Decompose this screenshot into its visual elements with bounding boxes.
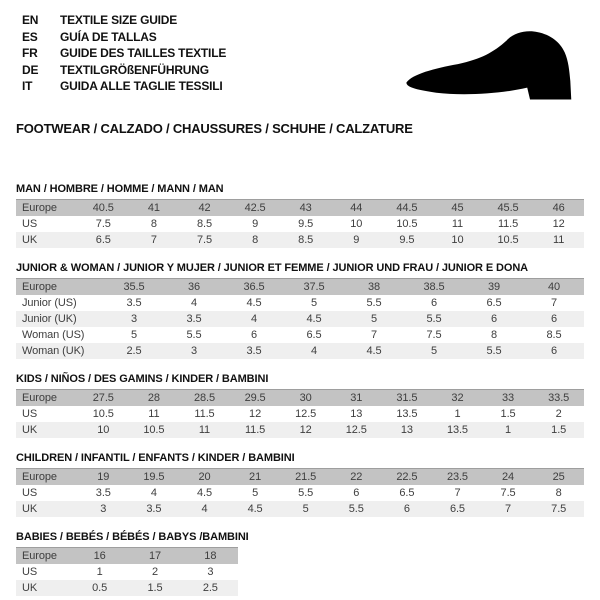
- size-cell: 46: [552, 202, 565, 214]
- size-cell: 10.5: [143, 424, 165, 436]
- size-cell: 23.5: [446, 471, 468, 483]
- size-cell: 1.5: [500, 408, 516, 420]
- size-cell: 38: [367, 281, 381, 293]
- size-header-row: [16, 548, 238, 565]
- language-code: DE: [22, 62, 39, 77]
- row-label: UK: [22, 582, 38, 594]
- size-cell: 6: [353, 487, 360, 499]
- size-cell: 30: [299, 392, 312, 404]
- language-title: GUIDA ALLE TAGLIE TESSILI: [60, 79, 223, 93]
- size-cell: 11.5: [244, 424, 266, 436]
- size-cell: 3: [190, 345, 198, 357]
- size-cell: 12.5: [345, 424, 367, 436]
- size-cell: 19: [97, 471, 110, 483]
- size-cell: 13.5: [446, 424, 468, 436]
- size-cell: 1: [505, 424, 512, 436]
- size-cell: 7: [505, 503, 512, 515]
- size-cell: 6.5: [486, 297, 502, 309]
- size-cell: 3.5: [146, 503, 162, 515]
- size-cell: 12: [249, 408, 262, 420]
- size-cell: 6: [550, 313, 558, 325]
- size-cell: 8: [555, 487, 562, 499]
- size-cell: 6: [430, 297, 438, 309]
- size-cell: 17: [148, 550, 162, 562]
- row-label: US: [22, 487, 38, 499]
- size-cell: 12: [552, 218, 565, 230]
- size-cell: 5: [252, 487, 259, 499]
- row-label: US: [22, 408, 38, 420]
- row-label: Junior (US): [22, 297, 77, 309]
- size-cell: 29.5: [244, 392, 266, 404]
- section-title: CHILDREN / INFANTIL / ENFANTS / KINDER / BAMBINI: [16, 452, 295, 464]
- size-header-row: [16, 390, 584, 407]
- size-cell: 10.5: [92, 408, 114, 420]
- size-cell: 12.5: [295, 408, 317, 420]
- size-cell: 28.5: [193, 392, 215, 404]
- size-table-babies: [16, 547, 238, 596]
- size-cell: 7: [150, 234, 157, 246]
- size-cell: 11: [553, 234, 565, 246]
- language-title: TEXTILE SIZE GUIDE: [60, 13, 178, 27]
- size-cell: 42: [198, 202, 211, 214]
- size-cell: 6.5: [449, 503, 465, 515]
- size-cell: 2: [151, 566, 158, 578]
- language-title: GUIDE DES TAILLES TEXTILE: [60, 46, 227, 60]
- size-row: [16, 406, 584, 422]
- row-label: UK: [22, 503, 38, 515]
- size-cell: 44: [350, 202, 363, 214]
- size-cell: 5: [370, 313, 378, 325]
- size-cell: 27.5: [92, 392, 114, 404]
- size-cell: 4.5: [196, 487, 212, 499]
- size-cell: 3: [130, 313, 138, 325]
- size-cell: 5.5: [486, 345, 502, 357]
- size-row: [16, 343, 584, 359]
- row-label: Europe: [22, 281, 57, 293]
- size-cell: 4: [250, 313, 258, 325]
- size-cell: 43: [299, 202, 312, 214]
- size-cell: 45: [451, 202, 464, 214]
- row-label: UK: [22, 234, 38, 246]
- size-cell: 6.5: [95, 234, 111, 246]
- size-row: [16, 232, 584, 248]
- row-label: Europe: [22, 392, 57, 404]
- size-cell: 6: [490, 313, 498, 325]
- size-header-row: [16, 200, 584, 217]
- section-babies: [16, 531, 584, 596]
- size-cell: 22: [350, 471, 363, 483]
- size-cell: 5: [310, 297, 318, 309]
- size-row: [16, 311, 584, 327]
- size-cell: 39: [487, 281, 501, 293]
- size-cell: 36: [187, 281, 201, 293]
- size-cell: 3.5: [126, 297, 142, 309]
- size-cell: 5: [130, 329, 138, 341]
- size-cell: 2.5: [126, 345, 142, 357]
- size-cell: 3.5: [186, 313, 202, 325]
- size-cell: 40.5: [92, 202, 114, 214]
- size-cell: 6.5: [306, 329, 322, 341]
- language-row: [22, 62, 226, 79]
- section-title: JUNIOR & WOMAN / JUNIOR Y MUJER / JUNIOR ET FEMME / JUNIOR UND FRAU / JUNIOR E DONA: [16, 262, 529, 274]
- size-cell: 11: [451, 218, 464, 230]
- size-cell: 2: [555, 408, 562, 420]
- size-cell: 7.5: [551, 503, 567, 515]
- size-cell: 3.5: [246, 345, 262, 357]
- size-cell: 7.5: [500, 487, 516, 499]
- size-table-junior-woman: [16, 278, 584, 359]
- size-cell: 10: [97, 424, 110, 436]
- size-cell: 11.5: [497, 218, 519, 230]
- size-cell: 3: [100, 503, 107, 515]
- language-row: [22, 29, 226, 46]
- size-cell: 18: [204, 550, 217, 562]
- size-cell: 9.5: [399, 234, 415, 246]
- language-code: ES: [22, 29, 38, 44]
- size-cell: 36.5: [243, 281, 265, 293]
- size-cell: 4: [201, 503, 208, 515]
- size-cell: 19.5: [143, 471, 165, 483]
- size-cell: 10: [451, 234, 464, 246]
- size-cell: 33: [502, 392, 515, 404]
- size-cell: 6: [403, 503, 410, 515]
- row-label: Woman (US): [22, 329, 85, 341]
- size-cell: 33.5: [548, 392, 570, 404]
- size-cell: 21: [249, 471, 262, 483]
- size-cell: 31.5: [396, 392, 418, 404]
- row-label: Junior (UK): [22, 313, 77, 325]
- size-cell: 4: [190, 297, 198, 309]
- language-list: [16, 10, 226, 95]
- size-cell: 0.5: [92, 582, 108, 594]
- row-label: Europe: [22, 550, 57, 562]
- size-cell: 38.5: [423, 281, 445, 293]
- section-title: BABIES / BEBÉS / BÉBÉS / BABYS /BAMBINI: [16, 531, 249, 543]
- size-cell: 11: [148, 408, 160, 420]
- size-cell: 4.5: [366, 345, 382, 357]
- size-row: [16, 422, 584, 438]
- size-row: [16, 295, 584, 311]
- size-cell: 10.5: [497, 234, 519, 246]
- size-table-kids: [16, 389, 584, 438]
- language-code: FR: [22, 46, 38, 60]
- size-cell: 45.5: [497, 202, 519, 214]
- size-cell: 40: [547, 281, 561, 293]
- size-cell: 9: [252, 218, 259, 230]
- size-cell: 11: [198, 424, 211, 436]
- size-cell: 9.5: [298, 218, 314, 230]
- row-label: US: [22, 566, 38, 578]
- size-cell: 8.5: [546, 329, 562, 341]
- row-label: Europe: [22, 202, 57, 214]
- size-cell: 4: [310, 345, 318, 357]
- language-title: GUÍA DE TALLAS: [60, 29, 157, 44]
- size-cell: 32: [451, 392, 464, 404]
- size-cell: 6: [250, 329, 258, 341]
- size-cell: 7: [550, 297, 558, 309]
- size-table-man: [16, 199, 584, 248]
- size-header-row: [16, 279, 584, 296]
- size-cell: 25: [552, 471, 565, 483]
- size-cell: 16: [93, 550, 106, 562]
- size-cell: 13: [350, 408, 363, 420]
- size-row: [16, 501, 584, 517]
- size-cell: 11.5: [194, 408, 215, 420]
- size-cell: 1.5: [551, 424, 567, 436]
- size-cell: 24: [502, 471, 515, 483]
- size-cell: 4: [150, 487, 157, 499]
- size-header-row: [16, 469, 584, 486]
- size-cell: 6.5: [399, 487, 415, 499]
- size-cell: 5.5: [298, 487, 314, 499]
- size-cell: 37.5: [303, 281, 325, 293]
- size-cell: 12: [299, 424, 312, 436]
- size-cell: 8.5: [298, 234, 314, 246]
- size-cell: 7.5: [426, 329, 442, 341]
- size-cell: 13: [400, 424, 413, 436]
- size-cell: 21.5: [295, 471, 317, 483]
- size-cell: 7.5: [95, 218, 111, 230]
- size-cell: 4.5: [247, 503, 263, 515]
- size-cell: 13.5: [396, 408, 418, 420]
- size-cell: 3: [207, 566, 214, 578]
- size-cell: 5: [430, 345, 438, 357]
- size-cell: 4.5: [306, 313, 322, 325]
- row-label: UK: [22, 424, 38, 436]
- size-row: [16, 216, 584, 232]
- size-cell: 22.5: [396, 471, 418, 483]
- row-label: Woman (UK): [22, 345, 85, 357]
- size-cell: 31: [350, 392, 363, 404]
- size-cell: 3.5: [95, 487, 111, 499]
- section-junior-woman: [16, 262, 584, 359]
- size-cell: 42.5: [244, 202, 266, 214]
- size-cell: 7: [454, 487, 461, 499]
- size-cell: 8.5: [196, 218, 212, 230]
- size-cell: 8: [252, 234, 259, 246]
- size-cell: 10: [350, 218, 363, 230]
- size-cell: 5: [302, 503, 309, 515]
- size-cell: 10.5: [396, 218, 418, 230]
- page-header: [16, 10, 584, 107]
- size-cell: 28: [147, 392, 160, 404]
- size-cell: 1: [96, 566, 103, 578]
- size-cell: 6: [550, 345, 558, 357]
- language-code: EN: [22, 13, 39, 27]
- size-cell: 7.5: [196, 234, 212, 246]
- size-cell: 35.5: [123, 281, 145, 293]
- size-cell: 2.5: [202, 582, 218, 594]
- size-cell: 8: [490, 329, 498, 341]
- row-label: US: [22, 218, 38, 230]
- language-row: [22, 78, 226, 95]
- section-kids: [16, 373, 584, 438]
- section-title: KIDS / NIÑOS / DES GAMINS / KINDER / BAMBINI: [16, 373, 269, 385]
- category-heading: FOOTWEAR / CALZADO / CHAUSSURES / SCHUHE / CALZATURE: [16, 121, 413, 136]
- language-title: TEXTILGRÖßENFÜHRUNG: [60, 62, 209, 77]
- section-children: [16, 452, 584, 517]
- size-cell: 4.5: [246, 297, 262, 309]
- language-row: [22, 12, 226, 29]
- language-code: IT: [22, 79, 33, 93]
- size-cell: 9: [353, 234, 360, 246]
- size-cell: 1: [454, 408, 461, 420]
- size-row: [16, 580, 238, 596]
- size-row: [16, 564, 238, 580]
- size-cell: 1.5: [147, 582, 163, 594]
- size-cell: 5.5: [348, 503, 364, 515]
- size-row: [16, 327, 584, 343]
- size-cell: 44.5: [396, 202, 418, 214]
- size-table-children: [16, 468, 584, 517]
- section-man: [16, 183, 584, 248]
- size-cell: 8: [150, 218, 157, 230]
- size-cell: 41: [147, 202, 160, 214]
- size-cell: 5.5: [366, 297, 382, 309]
- size-cell: 5.5: [186, 329, 202, 341]
- size-row: [16, 485, 584, 501]
- section-title: MAN / HOMBRE / HOMME / MANN / MAN: [16, 183, 224, 195]
- size-cell: 5.5: [426, 313, 442, 325]
- size-cell: 20: [198, 471, 211, 483]
- language-row: [22, 45, 226, 62]
- size-cell: 7: [370, 329, 378, 341]
- dress-shoe-icon: [397, 22, 575, 107]
- row-label: Europe: [22, 471, 57, 483]
